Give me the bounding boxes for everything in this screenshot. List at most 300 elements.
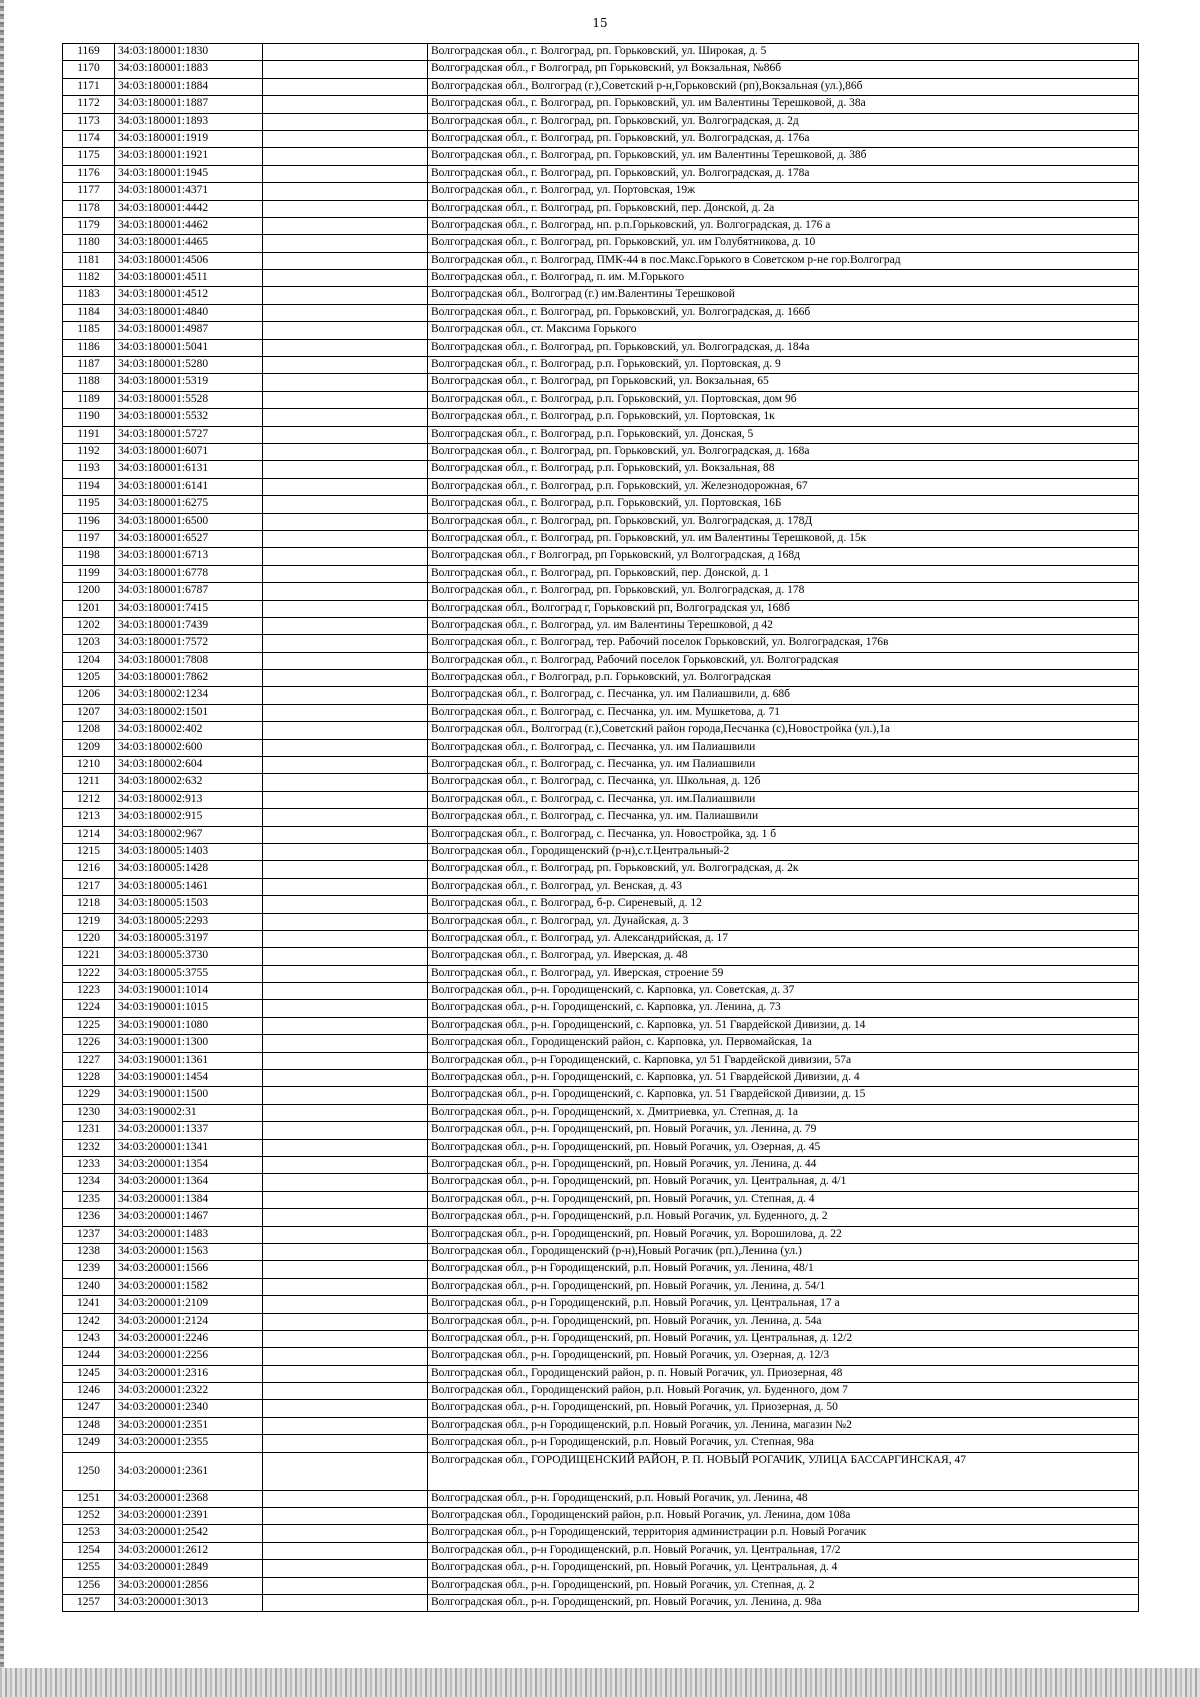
table-row <box>63 617 1139 634</box>
table-row <box>63 443 1139 460</box>
table-row <box>63 391 1139 408</box>
address-cell: Волгоградская обл., г. Волгоград, рп. Горьковский, ул. Волгоградская, д. 178а <box>428 165 1139 182</box>
registry-table-body <box>63 44 1139 1612</box>
address-cell: Волгоградская обл., г. Волгоград, ул. Венская, д. 43 <box>428 878 1139 895</box>
cadastral-number-cell: 34:03:200001:1384 <box>115 1191 263 1208</box>
table-row <box>63 1052 1139 1069</box>
blank-cell <box>263 235 428 252</box>
blank-cell <box>263 1330 428 1347</box>
row-number-cell: 1242 <box>63 1313 115 1330</box>
cadastral-number-cell: 34:03:200001:1467 <box>115 1209 263 1226</box>
row-number-cell: 1194 <box>63 478 115 495</box>
cadastral-number-cell: 34:03:180005:3730 <box>115 948 263 965</box>
blank-cell <box>263 61 428 78</box>
blank-cell <box>263 1296 428 1313</box>
table-row <box>63 1261 1139 1278</box>
table-row <box>63 513 1139 530</box>
address-cell: Волгоградская обл., р-н. Городищенский, рп. Новый Рогачик, ул. Центральная, д. 12/2 <box>428 1330 1139 1347</box>
blank-cell <box>263 1209 428 1226</box>
cadastral-number-cell: 34:03:200001:1483 <box>115 1226 263 1243</box>
row-number-cell: 1213 <box>63 809 115 826</box>
table-row <box>63 200 1139 217</box>
blank-cell <box>263 1365 428 1382</box>
row-number-cell: 1169 <box>63 44 115 61</box>
cadastral-number-cell: 34:03:180001:1884 <box>115 78 263 95</box>
table-row <box>63 478 1139 495</box>
address-cell: Волгоградская обл., г. Волгоград, ул. Александрийская, д. 17 <box>428 930 1139 947</box>
row-number-cell: 1237 <box>63 1226 115 1243</box>
blank-cell <box>263 617 428 634</box>
blank-cell <box>263 687 428 704</box>
table-row <box>63 1490 1139 1507</box>
address-cell: Волгоградская обл., Волгоград (г.) им.Валентины Терешковой <box>428 287 1139 304</box>
row-number-cell: 1206 <box>63 687 115 704</box>
address-cell: Волгоградская обл., г. Волгоград, тер. Рабочий поселок Горьковский, ул. Волгоградская, 176в <box>428 635 1139 652</box>
cadastral-number-cell: 34:03:190001:1361 <box>115 1052 263 1069</box>
address-cell: Волгоградская обл., р-н Городищенский, р.п. Новый Рогачик, ул. Ленина, 48/1 <box>428 1261 1139 1278</box>
blank-cell <box>263 409 428 426</box>
blank-cell <box>263 461 428 478</box>
row-number-cell: 1232 <box>63 1139 115 1156</box>
row-number-cell: 1197 <box>63 530 115 547</box>
table-row <box>63 722 1139 739</box>
cadastral-number-cell: 34:03:180001:6500 <box>115 513 263 530</box>
row-number-cell: 1177 <box>63 183 115 200</box>
row-number-cell: 1178 <box>63 200 115 217</box>
address-cell: Волгоградская обл., р-н. Городищенский, рп. Новый Рогачик, ул. Ленина, д. 54а <box>428 1313 1139 1330</box>
cadastral-number-cell: 34:03:180001:7439 <box>115 617 263 634</box>
cadastral-number-cell: 34:03:200001:2368 <box>115 1490 263 1507</box>
row-number-cell: 1215 <box>63 843 115 860</box>
row-number-cell: 1230 <box>63 1104 115 1121</box>
blank-cell <box>263 287 428 304</box>
row-number-cell: 1225 <box>63 1017 115 1034</box>
row-number-cell: 1184 <box>63 304 115 321</box>
blank-cell <box>263 252 428 269</box>
cadastral-number-cell: 34:03:180005:1503 <box>115 896 263 913</box>
address-cell: Волгоградская обл., р-н. Городищенский, рп. Новый Рогачик, ул. Степная, д. 2 <box>428 1577 1139 1594</box>
cadastral-number-cell: 34:03:180001:4987 <box>115 322 263 339</box>
blank-cell <box>263 1191 428 1208</box>
registry-table <box>62 43 1139 1612</box>
blank-cell <box>263 791 428 808</box>
blank-cell <box>263 652 428 669</box>
blank-cell <box>263 304 428 321</box>
cadastral-number-cell: 34:03:180002:967 <box>115 826 263 843</box>
address-cell: Волгоградская обл., г. Волгоград, с. Песчанка, ул. Школьная, д. 12б <box>428 774 1139 791</box>
row-number-cell: 1252 <box>63 1508 115 1525</box>
cadastral-number-cell: 34:03:180001:6071 <box>115 443 263 460</box>
table-row <box>63 287 1139 304</box>
cadastral-number-cell: 34:03:180005:2293 <box>115 913 263 930</box>
row-number-cell: 1223 <box>63 983 115 1000</box>
blank-cell <box>263 1560 428 1577</box>
row-number-cell: 1187 <box>63 357 115 374</box>
blank-cell <box>263 774 428 791</box>
row-number-cell: 1220 <box>63 930 115 947</box>
blank-cell <box>263 1122 428 1139</box>
blank-cell <box>263 513 428 530</box>
table-row <box>63 1122 1139 1139</box>
address-cell: Волгоградская обл., р-н. Городищенский, р.п. Новый Рогачик, ул. Буденного, д. 2 <box>428 1209 1139 1226</box>
row-number-cell: 1173 <box>63 113 115 130</box>
blank-cell <box>263 722 428 739</box>
blank-cell <box>263 965 428 982</box>
blank-cell <box>263 1348 428 1365</box>
blank-cell <box>263 878 428 895</box>
row-number-cell: 1245 <box>63 1365 115 1382</box>
row-number-cell: 1181 <box>63 252 115 269</box>
address-cell: Волгоградская обл., г. Волгоград, рп. Горьковский, ул. Волгоградская, д. 178Д <box>428 513 1139 530</box>
cadastral-number-cell: 34:03:180001:1893 <box>115 113 263 130</box>
row-number-cell: 1212 <box>63 791 115 808</box>
table-row <box>63 113 1139 130</box>
table-row <box>63 165 1139 182</box>
table-row <box>63 409 1139 426</box>
address-cell: Волгоградская обл., г. Волгоград, с. Песчанка, ул. Новостройка, зд. 1 б <box>428 826 1139 843</box>
row-number-cell: 1172 <box>63 96 115 113</box>
table-row <box>63 1525 1139 1542</box>
row-number-cell: 1179 <box>63 217 115 234</box>
address-cell: Волгоградская обл., г. Волгоград, рп Горьковский, ул. Вокзальная, 65 <box>428 374 1139 391</box>
table-row <box>63 652 1139 669</box>
cadastral-number-cell: 34:03:180005:3197 <box>115 930 263 947</box>
row-number-cell: 1186 <box>63 339 115 356</box>
table-row <box>63 965 1139 982</box>
table-row <box>63 1330 1139 1347</box>
row-number-cell: 1189 <box>63 391 115 408</box>
table-row <box>63 235 1139 252</box>
address-cell: Волгоградская обл., г. Волгоград, р.п. Горьковский, ул. Портовская, д. 9 <box>428 357 1139 374</box>
cadastral-number-cell: 34:03:180001:4840 <box>115 304 263 321</box>
cadastral-number-cell: 34:03:180002:915 <box>115 809 263 826</box>
blank-cell <box>263 96 428 113</box>
row-number-cell: 1234 <box>63 1174 115 1191</box>
address-cell: Волгоградская обл., р-н Городищенский, р.п. Новый Рогачик, ул. Ленина, магазин №2 <box>428 1417 1139 1434</box>
blank-cell <box>263 113 428 130</box>
table-row <box>63 930 1139 947</box>
blank-cell <box>263 148 428 165</box>
blank-cell <box>263 478 428 495</box>
row-number-cell: 1253 <box>63 1525 115 1542</box>
address-cell: Волгоградская обл., г. Волгоград, с. Песчанка, ул. им. Палиашвили <box>428 809 1139 826</box>
address-cell: Волгоградская обл., г. Волгоград, рп. Горьковский, ул. Волгоградская, д. 2к <box>428 861 1139 878</box>
table-row <box>63 1000 1139 1017</box>
cadastral-number-cell: 34:03:180001:1830 <box>115 44 263 61</box>
address-cell: Волгоградская обл., р-н Городищенский, р.п. Новый Рогачик, ул. Центральная, 17/2 <box>428 1542 1139 1559</box>
blank-cell <box>263 357 428 374</box>
address-cell: Волгоградская обл., р-н. Городищенский, рп. Новый Рогачик, ул. Ленина, д. 79 <box>428 1122 1139 1139</box>
cadastral-number-cell: 34:03:180001:1921 <box>115 148 263 165</box>
cadastral-number-cell: 34:03:180001:4511 <box>115 270 263 287</box>
blank-cell <box>263 704 428 721</box>
row-number-cell: 1188 <box>63 374 115 391</box>
row-number-cell: 1218 <box>63 896 115 913</box>
address-cell: Волгоградская обл., Городищенский (р-н),Новый Рогачик (рп.),Ленина (ул.) <box>428 1243 1139 1260</box>
row-number-cell: 1205 <box>63 670 115 687</box>
row-number-cell: 1243 <box>63 1330 115 1347</box>
blank-cell <box>263 1087 428 1104</box>
cadastral-number-cell: 34:03:180001:7862 <box>115 670 263 687</box>
table-row <box>63 635 1139 652</box>
table-row <box>63 1278 1139 1295</box>
table-row <box>63 878 1139 895</box>
page-number: 15 <box>592 16 608 30</box>
cadastral-number-cell: 34:03:180005:1428 <box>115 861 263 878</box>
table-row <box>63 339 1139 356</box>
table-row <box>63 461 1139 478</box>
table-row <box>63 357 1139 374</box>
address-cell: Волгоградская обл., р-н. Городищенский, с. Карповка, ул. 51 Гвардейской Дивизии, д. 4 <box>428 1070 1139 1087</box>
cadastral-number-cell: 34:03:180005:1461 <box>115 878 263 895</box>
address-cell: Волгоградская обл., г. Волгоград, с. Песчанка, ул. им.Палиашвили <box>428 791 1139 808</box>
address-cell: Волгоградская обл., Городищенский район, р. п. Новый Рогачик, ул. Приозерная, 48 <box>428 1365 1139 1382</box>
table-row <box>63 739 1139 756</box>
row-number-cell: 1216 <box>63 861 115 878</box>
cadastral-number-cell: 34:03:190001:1454 <box>115 1070 263 1087</box>
cadastral-number-cell: 34:03:200001:2849 <box>115 1560 263 1577</box>
blank-cell <box>263 1157 428 1174</box>
table-row <box>63 600 1139 617</box>
table-row <box>63 374 1139 391</box>
row-number-cell: 1247 <box>63 1400 115 1417</box>
address-cell: Волгоградская обл., г. Волгоград, рп. Горьковский, ул. им Валентины Терешковой, д. 38а <box>428 96 1139 113</box>
address-cell: Волгоградская обл., р-н. Городищенский, рп. Новый Рогачик, ул. Центральная, д. 4/1 <box>428 1174 1139 1191</box>
row-number-cell: 1170 <box>63 61 115 78</box>
cadastral-number-cell: 34:03:180001:5727 <box>115 426 263 443</box>
blank-cell <box>263 757 428 774</box>
cadastral-number-cell: 34:03:180001:5041 <box>115 339 263 356</box>
row-number-cell: 1226 <box>63 1035 115 1052</box>
blank-cell <box>263 391 428 408</box>
cadastral-number-cell: 34:03:200001:2340 <box>115 1400 263 1417</box>
row-number-cell: 1219 <box>63 913 115 930</box>
address-cell: Волгоградская обл., р-н. Городищенский, рп. Новый Рогачик, ул. Ленина, д. 44 <box>428 1157 1139 1174</box>
blank-cell <box>263 1452 428 1490</box>
cadastral-number-cell: 34:03:200001:2856 <box>115 1577 263 1594</box>
address-cell: Волгоградская обл., г. Волгоград, рп. Горьковский, ул. Волгоградская, д. 178 <box>428 583 1139 600</box>
row-number-cell: 1195 <box>63 496 115 513</box>
table-row <box>63 78 1139 95</box>
table-row <box>63 826 1139 843</box>
blank-cell <box>263 843 428 860</box>
cadastral-number-cell: 34:03:180001:6787 <box>115 583 263 600</box>
row-number-cell: 1211 <box>63 774 115 791</box>
address-cell: Волгоградская обл., р-н Городищенский, р.п. Новый Рогачик, ул. Степная, 98а <box>428 1435 1139 1452</box>
table-row <box>63 1560 1139 1577</box>
blank-cell <box>263 426 428 443</box>
row-number-cell: 1193 <box>63 461 115 478</box>
blank-cell <box>263 948 428 965</box>
table-row <box>63 217 1139 234</box>
table-row <box>63 983 1139 1000</box>
address-cell: Волгоградская обл., Городищенский район, р.п. Новый Рогачик, ул. Ленина, дом 108а <box>428 1508 1139 1525</box>
cadastral-number-cell: 34:03:180001:5532 <box>115 409 263 426</box>
scan-edge-bottom <box>0 1668 1200 1697</box>
cadastral-number-cell: 34:03:200001:1563 <box>115 1243 263 1260</box>
address-cell: Волгоградская обл., г. Волгоград, с. Песчанка, ул. им Палиашвили, д. 68б <box>428 687 1139 704</box>
row-number-cell: 1246 <box>63 1383 115 1400</box>
cadastral-number-cell: 34:03:200001:1354 <box>115 1157 263 1174</box>
table-row <box>63 96 1139 113</box>
blank-cell <box>263 322 428 339</box>
address-cell: Волгоградская обл., г. Волгоград, рп. Горьковский, пер. Донской, д. 2а <box>428 200 1139 217</box>
cadastral-number-cell: 34:03:180001:7572 <box>115 635 263 652</box>
table-row <box>63 252 1139 269</box>
cadastral-number-cell: 34:03:200001:3013 <box>115 1594 263 1611</box>
table-row <box>63 583 1139 600</box>
table-row <box>63 496 1139 513</box>
cadastral-number-cell: 34:03:180002:402 <box>115 722 263 739</box>
address-cell: Волгоградская обл., р-н. Городищенский, с. Карповка, ул. 51 Гвардейской Дивизии, д. 14 <box>428 1017 1139 1034</box>
blank-cell <box>263 183 428 200</box>
row-number-cell: 1190 <box>63 409 115 426</box>
cadastral-number-cell: 34:03:180001:6527 <box>115 530 263 547</box>
blank-cell <box>263 600 428 617</box>
blank-cell <box>263 530 428 547</box>
row-number-cell: 1255 <box>63 1560 115 1577</box>
row-number-cell: 1182 <box>63 270 115 287</box>
blank-cell <box>263 983 428 1000</box>
cadastral-number-cell: 34:03:200001:2361 <box>115 1452 263 1490</box>
address-cell: Волгоградская обл., г. Волгоград, ул. Дунайская, д. 3 <box>428 913 1139 930</box>
address-cell: Волгоградская обл., р-н Городищенский, с. Карповка, ул 51 Гвардейской дивизии, 57а <box>428 1052 1139 1069</box>
blank-cell <box>263 1508 428 1525</box>
blank-cell <box>263 130 428 147</box>
blank-cell <box>263 1400 428 1417</box>
address-cell: Волгоградская обл., г. Волгоград, ул. Иверская, строение 59 <box>428 965 1139 982</box>
blank-cell <box>263 1052 428 1069</box>
blank-cell <box>263 443 428 460</box>
cadastral-number-cell: 34:03:180002:604 <box>115 757 263 774</box>
cadastral-number-cell: 34:03:190001:1014 <box>115 983 263 1000</box>
table-row <box>63 1417 1139 1434</box>
table-row <box>63 670 1139 687</box>
address-cell: Волгоградская обл., г Волгоград, рп Горьковский, ул Волгоградская, д 168д <box>428 548 1139 565</box>
row-number-cell: 1196 <box>63 513 115 530</box>
blank-cell <box>263 1017 428 1034</box>
table-row <box>63 1104 1139 1121</box>
table-row <box>63 913 1139 930</box>
table-row <box>63 1017 1139 1034</box>
row-number-cell: 1228 <box>63 1070 115 1087</box>
table-row <box>63 61 1139 78</box>
address-cell: Волгоградская обл., ГОРОДИЩЕНСКИЙ РАЙОН, Р. П. НОВЫЙ РОГАЧИК, УЛИЦА БАССАРГИНСКАЯ, 47 <box>428 1452 1139 1490</box>
address-cell: Волгоградская обл., г. Волгоград, р.п. Горьковский, ул. Портовская, 16Б <box>428 496 1139 513</box>
row-number-cell: 1217 <box>63 878 115 895</box>
blank-cell <box>263 1383 428 1400</box>
address-cell: Волгоградская обл., Волгоград (г.),Советский район города,Песчанка (с),Новостройка (ул.),1а <box>428 722 1139 739</box>
address-cell: Волгоградская обл., г. Волгоград, рп. Горьковский, ул. Волгоградская, д. 168а <box>428 443 1139 460</box>
table-row <box>63 1296 1139 1313</box>
cadastral-number-cell: 34:03:180001:4371 <box>115 183 263 200</box>
row-number-cell: 1199 <box>63 565 115 582</box>
cadastral-number-cell: 34:03:180001:7808 <box>115 652 263 669</box>
cadastral-number-cell: 34:03:180001:1919 <box>115 130 263 147</box>
table-row <box>63 1542 1139 1559</box>
blank-cell <box>263 165 428 182</box>
blank-cell <box>263 670 428 687</box>
table-row <box>63 1087 1139 1104</box>
cadastral-number-cell: 34:03:190001:1015 <box>115 1000 263 1017</box>
cadastral-number-cell: 34:03:180002:1501 <box>115 704 263 721</box>
cadastral-number-cell: 34:03:180005:1403 <box>115 843 263 860</box>
row-number-cell: 1254 <box>63 1542 115 1559</box>
address-cell: Волгоградская обл., г. Волгоград, рп. Горьковский, пер. Донской, д. 1 <box>428 565 1139 582</box>
cadastral-number-cell: 34:03:200001:2612 <box>115 1542 263 1559</box>
blank-cell <box>263 913 428 930</box>
scan-edge-left <box>0 0 4 1697</box>
address-cell: Волгоградская обл., г. Волгоград, рп. Горьковский, ул. им Голубятникова, д. 10 <box>428 235 1139 252</box>
address-cell: Волгоградская обл., г. Волгоград, рп. Горьковский, ул. им Валентины Терешковой, д. 38б <box>428 148 1139 165</box>
blank-cell <box>263 635 428 652</box>
blank-cell <box>263 826 428 843</box>
cadastral-number-cell: 34:03:180001:4512 <box>115 287 263 304</box>
cadastral-number-cell: 34:03:200001:1341 <box>115 1139 263 1156</box>
row-number-cell: 1231 <box>63 1122 115 1139</box>
address-cell: Волгоградская обл., р-н. Городищенский, рп. Новый Рогачик, ул. Центральная, д. 4 <box>428 1560 1139 1577</box>
address-cell: Волгоградская обл., г. Волгоград, р.п. Горьковский, ул. Портовская, дом 9б <box>428 391 1139 408</box>
blank-cell <box>263 1226 428 1243</box>
cadastral-number-cell: 34:03:180001:4462 <box>115 217 263 234</box>
row-number-cell: 1250 <box>63 1452 115 1490</box>
cadastral-number-cell: 34:03:180001:6275 <box>115 496 263 513</box>
blank-cell <box>263 739 428 756</box>
cadastral-number-cell: 34:03:180001:4442 <box>115 200 263 217</box>
address-cell: Волгоградская обл., р-н. Городищенский, рп. Новый Рогачик, ул. Озерная, д. 45 <box>428 1139 1139 1156</box>
address-cell: Волгоградская обл., г. Волгоград, р.п. Горьковский, ул. Донская, 5 <box>428 426 1139 443</box>
address-cell: Волгоградская обл., г. Волгоград, р.п. Горьковский, ул. Вокзальная, 88 <box>428 461 1139 478</box>
address-cell: Волгоградская обл., г. Волгоград, р.п. Горьковский, ул. Железнодорожная, 67 <box>428 478 1139 495</box>
cadastral-number-cell: 34:03:180001:6778 <box>115 565 263 582</box>
blank-cell <box>263 1261 428 1278</box>
blank-cell <box>263 861 428 878</box>
cadastral-number-cell: 34:03:190002:31 <box>115 1104 263 1121</box>
row-number-cell: 1257 <box>63 1594 115 1611</box>
row-number-cell: 1227 <box>63 1052 115 1069</box>
table-row <box>63 548 1139 565</box>
blank-cell <box>263 1000 428 1017</box>
table-row <box>63 1243 1139 1260</box>
blank-cell <box>263 1577 428 1594</box>
address-cell: Волгоградская обл., ст. Максима Горького <box>428 322 1139 339</box>
table-row <box>63 130 1139 147</box>
cadastral-number-cell: 34:03:180001:5528 <box>115 391 263 408</box>
cadastral-number-cell: 34:03:180001:5280 <box>115 357 263 374</box>
address-cell: Волгоградская обл., г Волгоград, рп Горьковский, ул Вокзальная, №86б <box>428 61 1139 78</box>
cadastral-number-cell: 34:03:180002:600 <box>115 739 263 756</box>
address-cell: Волгоградская обл., р-н. Городищенский, с. Карповка, ул. Советская, д. 37 <box>428 983 1139 1000</box>
cadastral-number-cell: 34:03:200001:2109 <box>115 1296 263 1313</box>
row-number-cell: 1185 <box>63 322 115 339</box>
table-row <box>63 530 1139 547</box>
table-row <box>63 687 1139 704</box>
table-row <box>63 426 1139 443</box>
table-row <box>63 1435 1139 1452</box>
table-row <box>63 774 1139 791</box>
blank-cell <box>263 496 428 513</box>
row-number-cell: 1208 <box>63 722 115 739</box>
table-row <box>63 322 1139 339</box>
row-number-cell: 1171 <box>63 78 115 95</box>
row-number-cell: 1224 <box>63 1000 115 1017</box>
cadastral-number-cell: 34:03:180001:1945 <box>115 165 263 182</box>
cadastral-number-cell: 34:03:180002:632 <box>115 774 263 791</box>
address-cell: Волгоградская обл., г. Волгоград, рп. Горьковский, ул. Широкая, д. 5 <box>428 44 1139 61</box>
row-number-cell: 1256 <box>63 1577 115 1594</box>
address-cell: Волгоградская обл., Волгоград г, Горьковский рп, Волгоградская ул, 168б <box>428 600 1139 617</box>
address-cell: Волгоградская обл., г. Волгоград, с. Песчанка, ул. им Палиашвили <box>428 739 1139 756</box>
